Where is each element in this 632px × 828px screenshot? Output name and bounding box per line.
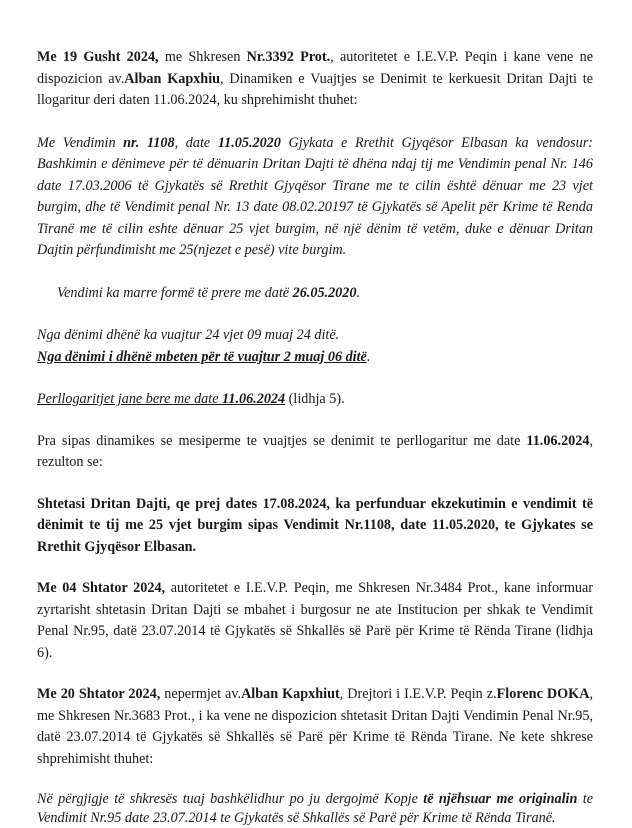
text: . <box>356 284 360 301</box>
text: Vendimi ka marre formë të prere me datë <box>57 284 293 301</box>
paragraph-shkresa-3683 <box>37 684 593 770</box>
text: me Shkresen <box>158 49 247 65</box>
text: , me Shkresen Nr.3683 Prot., i ka vene ne dispozicion shtetasit Dritan Dajti Vendimin Penal Nr.95, datë 23.07.2014 të Gjykatës së Shkallës së Parë për Krime të Rënda Tirane. Ne kete shkrese shprehimisht thuhet: <box>37 686 593 767</box>
paragraph-execution-completed: Shtetasi Dritan Dajti, qe prej dates 17.08.2024, ka perfunduar ekzekutimin e vendimit të dënimit te tij me 25 vjet burgim sipas Vendimit Nr.1108, date 11.05.2020, te Gjykates se Rrethit Gjyqësor Elbasan. <box>37 495 593 555</box>
text: Gjykata e Rrethit Gjyqësor Elbasan ka vendosur: Bashkimin e dënimeve për të dënuarin Dritan Dajti të dhëna ndaj tij me Vendimin penal Nr. 146 date 17.03.2006 të Gjykatës së Rrethit Gjyqësor Tirane me te cilin është dënuar me 23 vjet burgim, dhe të Vendimit penal Nr. 13 date 08.02.20197 të Gjykatës së Apelit për Krime të Renda Tiranë me të cilin eshte dënuar 25 vjet burgim, në një dënim të vetëm, duke e dënuar Dritan Dajtin përfundimisht me 25(njezet e pesë) vite burgim. <box>37 134 593 258</box>
decision-number: nr. 1108 <box>123 134 175 151</box>
director-name: Florenc DOKA <box>496 686 590 702</box>
text: Në përgjigje të shkresës tuaj bashkëlidhur po ju dergojmë Kopje <box>37 791 424 807</box>
text: , autoritetet e I.E.V.P. Peqin i kane vene ne dispozicion av. <box>37 49 593 87</box>
text: , Drejtori i I.E.V.P. Peqin z. <box>339 686 497 702</box>
text: nepermjet av. <box>160 686 242 702</box>
remaining-text: Nga dënimi i dhënë mbeten për të vuajtur 2 muaj 06 ditë <box>37 348 367 365</box>
lawyer-name: Alban Kapxhiut <box>241 686 340 702</box>
text: autoritetet e I.E.V.P. Peqin, me Shkresen Nr.3484 Prot., kane informuar zyrtarisht shtetasin Dritan Dajti se mbahet i burgosur ne ate Institucion per shkak te Vendimit Penal Nr.95, datë 23.07.2014 të Gjykatës së Shkallës së Parë për Krime të Rënda Tirane (lidhja 6). <box>37 580 593 661</box>
text: Me Vendimin <box>37 134 124 151</box>
text: , rezulton se: <box>37 432 593 470</box>
result-date: 11.06.2024 <box>526 432 590 449</box>
certified-copy: të njëhsuar me originalin <box>423 791 578 807</box>
paragraph-shkresa-3392 <box>37 47 593 112</box>
final-date: 26.05.2020 <box>292 284 357 301</box>
document-page <box>37 47 593 828</box>
served-line: Nga dënimi dhënë ka vuajtur 24 vjet 09 muaj 24 ditë. <box>37 327 340 343</box>
text: , Dinamiken e Vuajtjes se Denimit te kerkuesit Dritan Dajti te llogaritur deri daten 11.06.2024, ku shprehimisht thuhet: <box>37 70 593 108</box>
lawyer-name: Alban Kapxhiu <box>124 70 221 87</box>
text: , date <box>174 134 218 151</box>
quoted-response <box>37 790 593 828</box>
date-bold: Me 20 Shtator 2024, <box>37 686 161 702</box>
paragraph-calculation-date <box>37 389 593 411</box>
paragraph-final-form <box>37 283 593 305</box>
remaining-line <box>37 347 593 369</box>
paragraph-result-intro <box>37 431 593 474</box>
text: . <box>366 348 371 365</box>
paragraph-shkresa-3484 <box>37 578 593 664</box>
date-bold: Me 04 Shtator 2024, <box>37 580 166 596</box>
text: Pra sipas dinamikes se mesiperme te vuajtjes se denimit te perllogaritur me date <box>37 432 527 449</box>
quoted-decision-1108 <box>37 133 593 262</box>
paragraph-sentence-served <box>37 325 593 368</box>
attachment-ref: (lidhja 5). <box>285 391 345 407</box>
calculation-date: 11.06.2024 <box>222 391 286 407</box>
calculation-text: Perllogaritjet jane bere me date <box>37 391 223 407</box>
protocol-number: Nr.3392 Prot. <box>246 49 331 65</box>
decision-date: 11.05.2020 <box>217 134 281 151</box>
date-bold: Me 19 Gusht 2024, <box>37 49 159 65</box>
text: te Vendimit Nr.95 date 23.07.2014 te Gjykatës së Shkallës së Parë për Krime të Rënda Tiranë. <box>37 791 594 826</box>
